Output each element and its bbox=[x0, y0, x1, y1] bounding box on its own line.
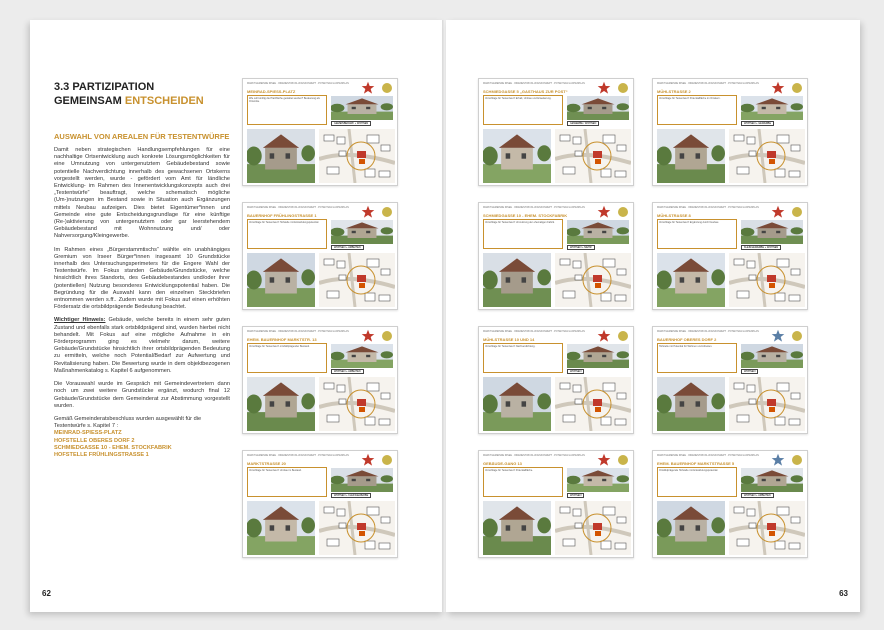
card-description: Hofstelle mit Potential für Wohnen und Arbeiten. bbox=[657, 343, 737, 373]
paragraph-1: Damit neben strategischen Handlungsempfehlungen für eine nachhaltige Ortsentwicklung auch konkrete Lösungsmöglichkeiten für eine Umnutzung von untergenutztem Gebäudebestand sowie potentielle Nachverdichtung innerhalb des gewachsenen Ortskerns vorgestellt werden, wurde - gefördert vom Amt für ländliche Entwicklung- im Rahmen des Innenentwicklungskonzepts auch drei „Testentwürfe“ beauftragt, welche schematisch mögliche (Um-)nutzungen im Bestand sowie in Situation auch Ergänzungen mittels Neubau aufzeigen. Dies bietet Eigentümer*innen und Gemeinde eine gute Entscheidungsgrundlage für eine künftige (Re-)aktivierung von untergenutztem oder gar leerstehendem Gebäudebestand mit Wohnnutzung und/ oder Nahversorgung/Kleingewerbe. bbox=[54, 147, 230, 240]
star-icon bbox=[771, 453, 785, 467]
project-card bbox=[478, 326, 634, 434]
seal-icon bbox=[792, 455, 802, 465]
card-description: Vorschläge für Testentwurf: Potentialfläche. bbox=[483, 467, 563, 497]
card-header: MARKTGEMEINDE IRSEE · INNENENTWICKLUNGSKONZEPT · POTENTIALFLÄCHENPLAN bbox=[483, 82, 585, 85]
card-title: EHEM. BAUERNHOF MARKTSTR. 13 bbox=[247, 337, 317, 342]
card-tag: WOHNEN + ARBEITEN bbox=[741, 493, 774, 498]
site-plan-map bbox=[729, 501, 805, 555]
card-header: MARKTGEMEINDE IRSEE · INNENENTWICKLUNGSKONZEPT · POTENTIALFLÄCHENPLAN bbox=[483, 206, 585, 209]
card-photo-small bbox=[741, 468, 803, 492]
project-card bbox=[478, 78, 634, 186]
card-header: MARKTGEMEINDE IRSEE · INNENENTWICKLUNGSKONZEPT · POTENTIALFLÄCHENPLAN bbox=[657, 82, 759, 85]
card-title: MÜHLSTRASSE 8 bbox=[657, 213, 691, 218]
star-icon bbox=[597, 81, 611, 95]
card-tag: GEWERBE / WOHNEN bbox=[567, 121, 599, 126]
seal-icon bbox=[382, 331, 392, 341]
site-plan-map bbox=[729, 129, 805, 183]
project-card bbox=[652, 78, 808, 186]
card-description: Vorschläge für Testentwurf: Nachverdichtung. bbox=[483, 343, 563, 373]
star-icon bbox=[597, 453, 611, 467]
card-photo-large bbox=[247, 253, 315, 307]
site-plan-map bbox=[555, 377, 631, 431]
card-description: Vorschläge für Testentwurf: Umbau im Bestand. bbox=[247, 467, 327, 497]
card-title: MARKTSTRASSE 20 bbox=[247, 461, 286, 466]
selection-item: MEINRAD-SPIESS-PLATZ bbox=[54, 430, 122, 437]
card-tag: KLEINGEWERBE + WOHNEN bbox=[741, 245, 781, 250]
selection-intro: Gemäß Gemeinderatsbeschluss wurden ausgewählt für die Testentwürfe s. Kapitel 7 : bbox=[54, 415, 202, 430]
hint-paragraph bbox=[54, 317, 230, 375]
project-card bbox=[652, 202, 808, 310]
selection-item: HOFSTELLE FRÜHLINGSTRASSE 1 bbox=[54, 451, 149, 458]
page-number-left: 62 bbox=[42, 589, 51, 598]
star-icon bbox=[597, 329, 611, 343]
card-description: Vorschläge für Testentwurf: Hofstelle mit Entwicklungspotential. bbox=[247, 219, 327, 249]
card-photo-large bbox=[657, 253, 725, 307]
card-header: MARKTGEMEINDE IRSEE · INNENENTWICKLUNGSKONZEPT · POTENTIALFLÄCHENPLAN bbox=[247, 82, 349, 85]
card-photo-small bbox=[567, 96, 629, 120]
project-card bbox=[652, 326, 808, 434]
subheading: AUSWAHL VON AREALEN FÜR TESTENTWÜRFE bbox=[54, 132, 230, 141]
card-photo-small bbox=[331, 344, 393, 368]
site-plan-map bbox=[319, 253, 395, 307]
seal-icon bbox=[618, 207, 628, 217]
card-photo-large bbox=[483, 377, 551, 431]
project-card bbox=[242, 78, 398, 186]
card-photo-large bbox=[657, 501, 725, 555]
selection-item: HOFSTELLE OBERES DORF 2 bbox=[54, 437, 135, 444]
seal-icon bbox=[618, 455, 628, 465]
card-photo-small bbox=[331, 96, 393, 120]
card-header: MARKTGEMEINDE IRSEE · INNENENTWICKLUNGSKONZEPT · POTENTIALFLÄCHENPLAN bbox=[247, 454, 349, 457]
card-header: MARKTGEMEINDE IRSEE · INNENENTWICKLUNGSKONZEPT · POTENTIALFLÄCHENPLAN bbox=[657, 330, 759, 333]
card-tag: WOHNEN bbox=[567, 369, 584, 374]
card-photo-small bbox=[567, 344, 629, 368]
card-title: MÜHLSTRASSE 2 bbox=[657, 89, 691, 94]
seal-icon bbox=[618, 331, 628, 341]
star-icon bbox=[771, 329, 785, 343]
card-description: Vorschläge für Testentwurf: Ergänzung durch Neubau. bbox=[657, 219, 737, 249]
heading-line1: PARTIZIPATION bbox=[72, 81, 155, 93]
card-photo-large bbox=[483, 253, 551, 307]
star-icon bbox=[771, 205, 785, 219]
book-spread bbox=[30, 20, 860, 612]
card-description: Wie soll künftig die Platzfläche gestaltet werden? Bedeutung als Ortsmitte. bbox=[247, 95, 327, 125]
seal-icon bbox=[618, 83, 628, 93]
card-description: Vorschläge für Testentwurf: Umnutzung der ehemaligen Fabrik. bbox=[483, 219, 563, 249]
star-icon bbox=[361, 205, 375, 219]
card-photo-large bbox=[657, 377, 725, 431]
hint-text: Gebäude, welche bereits in einem sehr guten Zustand und ebenfalls stark ortsbildprägend sind, wurden hierbei nicht behandelt. Mit Fokus auf eine mögliche Aufnahme in ein Förderprogramm ging es vielmehr darum, weitere Gebäude/Grundstücke hinsichtlich ihrer ortsbildprägenden Bedeutung zu ermitteln, welche noch Potential/Bedarf zur Aufwertung und Revitalisierung haben. Die Bewertung wurde in dem objektbezogenen Maßnahmenkatalog s. Kapitel 6 aufgenommen. bbox=[54, 317, 230, 374]
card-photo-small bbox=[741, 344, 803, 368]
hint-label: Wichtiger Hinweis: bbox=[54, 317, 106, 324]
section-heading bbox=[54, 80, 230, 108]
project-card bbox=[478, 202, 634, 310]
seal-icon bbox=[382, 207, 392, 217]
card-header: MARKTGEMEINDE IRSEE · INNENENTWICKLUNGSKONZEPT · POTENTIALFLÄCHENPLAN bbox=[483, 330, 585, 333]
card-tag: WOHNEN + KLEINGEWERBE bbox=[331, 493, 371, 498]
card-photo-large bbox=[247, 377, 315, 431]
card-photo-small bbox=[567, 468, 629, 492]
card-tag: WOHNEN + ARBEITEN bbox=[331, 369, 364, 374]
card-photo-large bbox=[483, 501, 551, 555]
card-photo-small bbox=[331, 468, 393, 492]
card-photo-large bbox=[483, 129, 551, 183]
card-photo-large bbox=[247, 501, 315, 555]
seal-icon bbox=[792, 331, 802, 341]
star-icon bbox=[597, 205, 611, 219]
card-photo-large bbox=[247, 129, 315, 183]
seal-icon bbox=[382, 83, 392, 93]
selection-list bbox=[54, 416, 230, 459]
page-number-right: 63 bbox=[839, 589, 848, 598]
card-title: EHEM. BAUERNHOF MARKTSTRASSE 5 bbox=[657, 461, 735, 466]
card-photo-small bbox=[741, 96, 803, 120]
card-header: MARKTGEMEINDE IRSEE · INNENENTWICKLUNGSKONZEPT · POTENTIALFLÄCHENPLAN bbox=[247, 330, 349, 333]
card-photo-small bbox=[741, 220, 803, 244]
card-header: MARKTGEMEINDE IRSEE · INNENENTWICKLUNGSKONZEPT · POTENTIALFLÄCHENPLAN bbox=[483, 454, 585, 457]
card-tag: WOHNEN bbox=[567, 493, 584, 498]
project-card bbox=[242, 202, 398, 310]
heading-line2: GEMEINSAM bbox=[54, 95, 122, 107]
site-plan-map bbox=[319, 129, 395, 183]
project-card bbox=[478, 450, 634, 558]
star-icon bbox=[361, 329, 375, 343]
card-title: MEINRAD-SPIESS-PLATZ bbox=[247, 89, 296, 94]
card-title: BAUERNHOF FRÜHLINGSTRASSE 1 bbox=[247, 213, 317, 218]
card-tag: WOHNEN + MEHR bbox=[567, 245, 595, 250]
card-tag: WOHNEN bbox=[741, 369, 758, 374]
card-description: Vorschläge für Testentwurf: Erhalt, Umbau und Erweiterung. bbox=[483, 95, 563, 125]
card-photo-small bbox=[567, 220, 629, 244]
site-plan-map bbox=[729, 377, 805, 431]
selection-item: SCHMIEDGASSE 10 - EHEM. STOCKFABRIK bbox=[54, 444, 172, 451]
card-description: Ortsbildprägende Hofstelle mit Entwicklungspotential. bbox=[657, 467, 737, 497]
card-description: Vorschläge für Testentwurf: Potentialfläche im Ortskern. bbox=[657, 95, 737, 125]
site-plan-map bbox=[729, 253, 805, 307]
project-card bbox=[242, 326, 398, 434]
section-number: 3.3 bbox=[54, 81, 70, 93]
seal-icon bbox=[382, 455, 392, 465]
card-tag: WOHNEN + GEWERBE bbox=[741, 121, 774, 126]
card-tag: GEMEINBEDARF + WOHNEN bbox=[331, 121, 371, 126]
card-title: MÜHLSTRASSE 10 UND 14 bbox=[483, 337, 535, 342]
seal-icon bbox=[792, 207, 802, 217]
card-title: SCHMIEDGASSE 5 „GASTHAUS ZUR POST“ bbox=[483, 89, 568, 94]
card-header: MARKTGEMEINDE IRSEE · INNENENTWICKLUNGSKONZEPT · POTENTIALFLÄCHENPLAN bbox=[657, 206, 759, 209]
star-icon bbox=[771, 81, 785, 95]
site-plan-map bbox=[555, 129, 631, 183]
card-title: SCHMIEDGASSE 10 - EHEM. STOCKFABRIK bbox=[483, 213, 568, 218]
card-tag: WOHNEN + ARBEITEN bbox=[331, 245, 364, 250]
paragraph-2: Im Rahmen eines „Bürgerstammtischs“ wählte ein unabhängiges Gremium von Irseer Bürger*innen insgesamt 10 Grundstücke innerhalb des Untersuchungsperimeters für die Engere Wahl der Testentwürfe. Im Fokus standen Gebäude/Grundstücke, welche hinsichtlich ihres Standorts, des Gebäudebestandes und/oder ihrer (potentiellen) Nutzung besonderes Entwicklungspotential haben. Die Begründung für die Auswahl kann den einzelnen Steckbriefen entnommen werden s.ff.. Zudem wurde mit Fokus auf einen erhöhten Fördersatz die ortsbildprägende Bedeutung beachtet. bbox=[54, 246, 230, 311]
seal-icon bbox=[792, 83, 802, 93]
site-plan-map bbox=[555, 253, 631, 307]
project-card bbox=[652, 450, 808, 558]
card-description: Vorschläge für Testentwurf: ortsbildprägender Bestand. bbox=[247, 343, 327, 373]
card-photo-large bbox=[657, 129, 725, 183]
site-plan-map bbox=[319, 501, 395, 555]
card-header: MARKTGEMEINDE IRSEE · INNENENTWICKLUNGSKONZEPT · POTENTIALFLÄCHENPLAN bbox=[247, 206, 349, 209]
card-title: GEBÄUDE-GANG 13 bbox=[483, 461, 522, 466]
site-plan-map bbox=[555, 501, 631, 555]
paragraph-3: Die Vorauswahl wurde im Gespräch mit Gemeindevertretern dann noch um zwei weitere Grundstücke ergänzt, wodurch final 12 Gebäude/Grundstücke dem Gemeinderat zur Abstimmung vorgestellt wurden. bbox=[54, 381, 230, 409]
card-photo-small bbox=[331, 220, 393, 244]
star-icon bbox=[361, 453, 375, 467]
text-column bbox=[54, 80, 230, 459]
star-icon bbox=[361, 81, 375, 95]
card-title: BAUERNHOF OBERES DORF 2 bbox=[657, 337, 717, 342]
project-card bbox=[242, 450, 398, 558]
heading-accent: ENTSCHEIDEN bbox=[124, 95, 204, 107]
card-header: MARKTGEMEINDE IRSEE · INNENENTWICKLUNGSKONZEPT · POTENTIALFLÄCHENPLAN bbox=[657, 454, 759, 457]
site-plan-map bbox=[319, 377, 395, 431]
